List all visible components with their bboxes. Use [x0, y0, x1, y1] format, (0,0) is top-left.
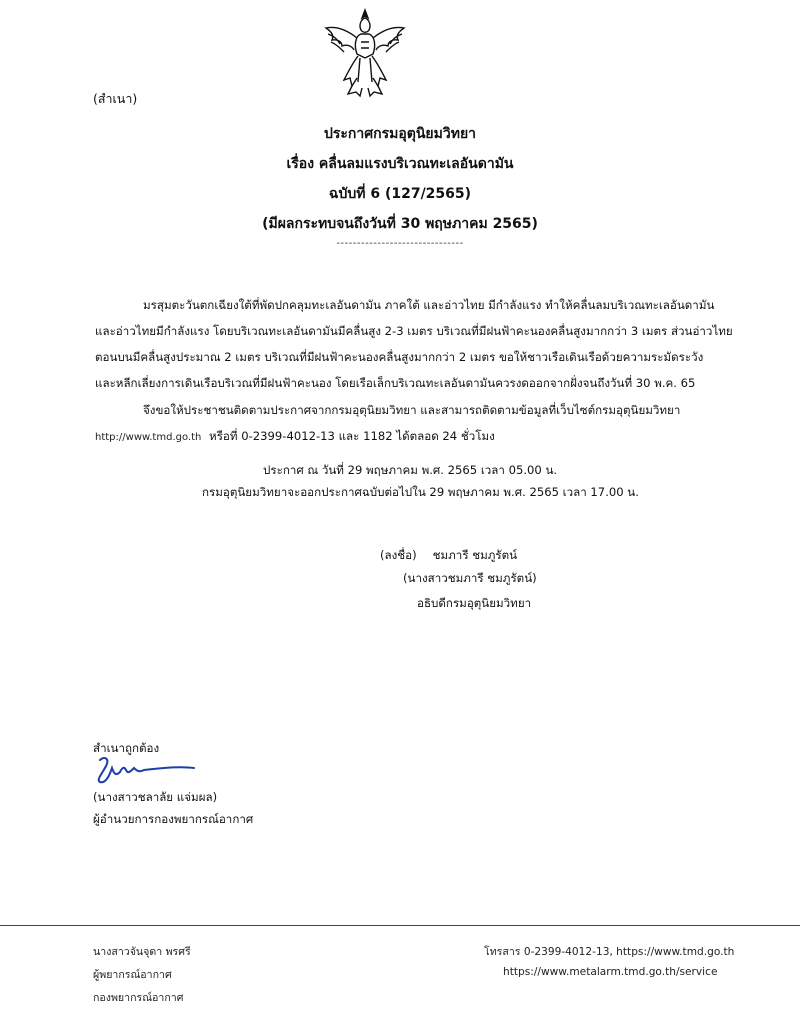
main-paragraph-line-4: และหลีกเลี่ยงการเดินเรือบริเวณที่มีฝนฟ้าคะนอง โดยเรือเล็กบริเวณทะเลอันดามันควรงดออกจากฝั่งจนถึงวันที่ 30 พ.ค. 65: [95, 376, 696, 390]
main-paragraph-line-2: และอ่าวไทยมีกำลังแรง โดยบริเวณทะเลอันดามันมีคลื่นสูง 2-3 เมตร บริเวณที่มีฝนฟ้าคะนองคลื่นสูงมากกว่า 3 เมตร ส่วนอ่าวไทย: [95, 324, 733, 338]
tmd-website-link[interactable]: http://www.tmd.go.th: [95, 432, 202, 443]
signed-label: (ลงชื่อ): [380, 548, 417, 562]
certifier-position: ผู้อำนวยการกองพยากรณ์อากาศ: [93, 812, 254, 826]
footer-forecaster-title: ผู้พยากรณ์อากาศ: [93, 969, 172, 981]
contact-phone-text: หรือที่ 0-2399-4012-13 และ 1182 ได้ตลอด 24 ชั่วโมง: [209, 429, 495, 443]
footer-forecaster-division: กองพยากรณ์อากาศ: [93, 992, 184, 1004]
signatory-position: อธิบดีกรมอุตุนิยมวิทยา: [417, 596, 532, 610]
copy-mark: (สำเนา): [93, 91, 138, 106]
signatory-full-name: (นางสาวชมภารี ชมภูรัตน์): [403, 571, 537, 585]
handwritten-signature: [90, 754, 200, 788]
issued-time: ประกาศ ณ วันที่ 29 พฤษภาคม พ.ศ. 2565 เวลา 05.00 น.: [263, 463, 558, 477]
signed-name: ชมภารี ชมภูรัตน์: [432, 548, 518, 562]
footer-divider: [0, 925, 800, 926]
signature-line: [380, 547, 517, 565]
main-paragraph: [95, 292, 733, 396]
announcement-number: ฉบับที่ 6 (127/2565): [328, 186, 472, 202]
certifier-name: (นางสาวชลาลัย แจ่มผล): [93, 790, 218, 804]
contact-line: [95, 428, 495, 446]
main-paragraph-line-3: ตอนบนมีคลื่นสูงประมาณ 2 เมตร บริเวณที่มีฝนฟ้าคะนองคลื่นสูงมากกว่า 2 เมตร ขอให้ชาวเรือเดินเรือด้วยความระมัดระวัง: [95, 350, 704, 364]
title-separator: -------------------------------: [336, 238, 464, 249]
certified-copy-label: สำเนาถูกต้อง: [93, 741, 160, 755]
announcement-subject: เรื่อง คลื่นลมแรงบริเวณทะเลอันดามัน: [286, 156, 514, 172]
garuda-emblem: [322, 6, 408, 98]
follow-notice: จึงขอให้ประชาชนติดตามประกาศจากกรมอุตุนิยมวิทยา และสามารถติดตามข้อมูลที่เว็บไซต์กรมอุตุนิยมวิทยา: [143, 403, 681, 417]
main-paragraph-line-1: มรสุมตะวันตกเฉียงใต้ที่พัดปกคลุมทะเลอันดามัน ภาคใต้ และอ่าวไทย มีกำลังแรง ทำให้คลื่นลมบริเวณทะเลอันดามัน: [143, 298, 715, 312]
effective-date: (มีผลกระทบจนถึงวันที่ 30 พฤษภาคม 2565): [262, 216, 538, 232]
announcement-title: ประกาศกรมอุตุนิยมวิทยา: [323, 126, 477, 142]
footer-metalarm-link[interactable]: https://www.metalarm.tmd.go.th/service: [503, 966, 718, 978]
footer-fax-website: โทรสาร 0-2399-4012-13, https://www.tmd.go.th: [484, 946, 735, 958]
next-issue-time: กรมอุตุนิยมวิทยาจะออกประกาศฉบับต่อไปใน 29 พฤษภาคม พ.ศ. 2565 เวลา 17.00 น.: [202, 485, 639, 499]
footer-forecaster-name: นางสาวจันจุดา พรศรี: [93, 946, 191, 958]
